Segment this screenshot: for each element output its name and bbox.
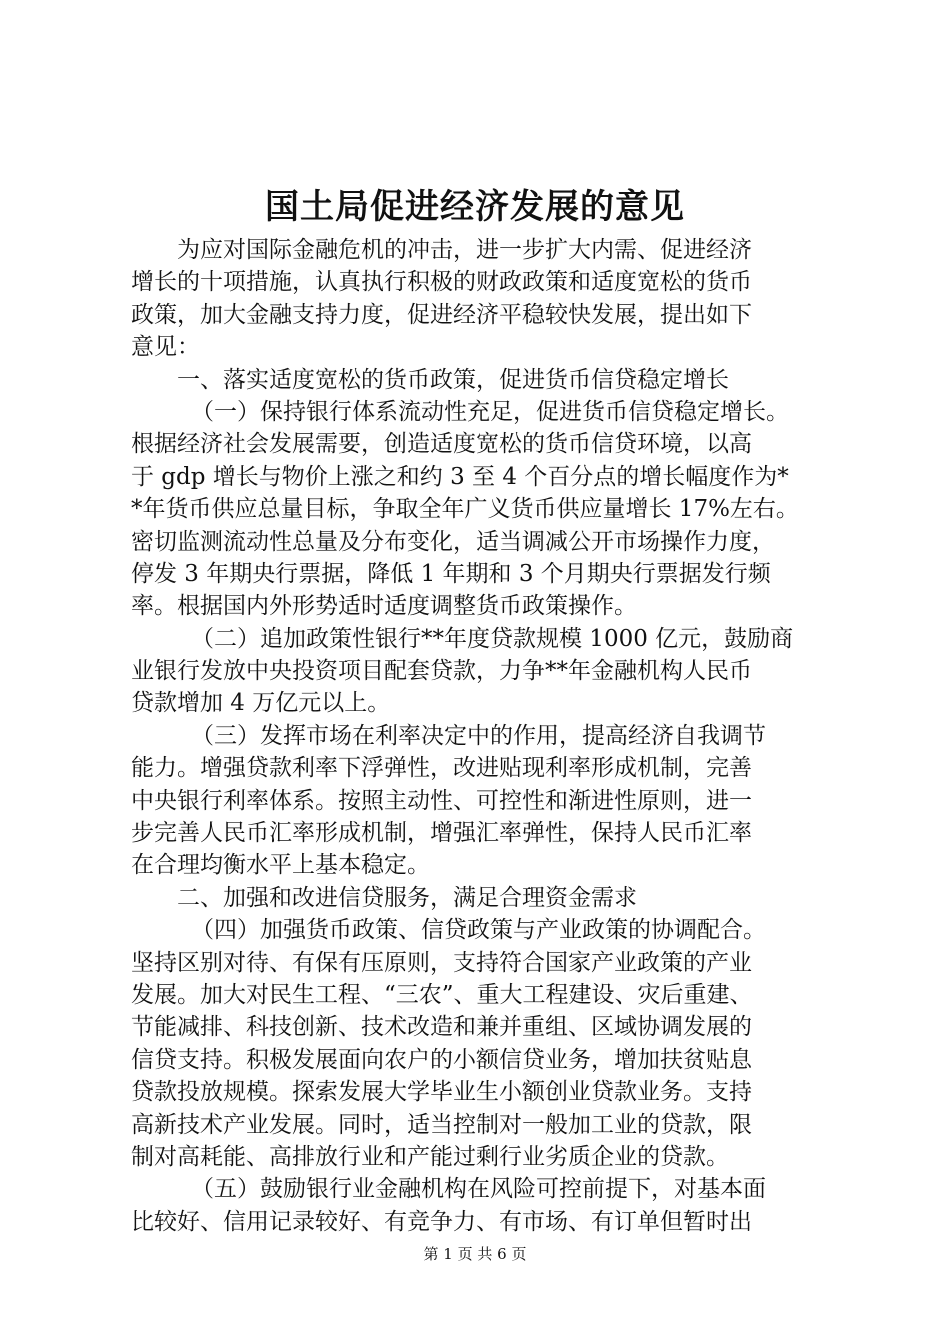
body-line: 步完善人民币汇率形成机制，增强汇率弹性，保持人民币汇率 xyxy=(131,820,752,847)
body-line: 节能减排、科技创新、技术改造和兼并重组、区域协调发展的 xyxy=(131,1014,752,1041)
body-line: 于 gdp 增长与物价上涨之和约 3 至 4 个百分点的增长幅度作为* xyxy=(131,463,789,490)
body-line: *年货币供应总量目标，争取全年广义货币供应量增长 17%左右。 xyxy=(131,496,799,523)
body-line: （三）发挥市场在利率决定中的作用，提高经济自我调节 xyxy=(191,722,766,749)
body-line: 信贷支持。积极发展面向农户的小额信贷业务，增加扶贫贴息 xyxy=(131,1046,752,1073)
body-line: 高新技术产业发展。同时，适当控制对一般加工业的贷款，限 xyxy=(131,1111,752,1138)
body-line: 中央银行利率体系。按照主动性、可控性和渐进性原则，进一 xyxy=(131,787,752,814)
body-line: 密切监测流动性总量及分布变化，适当调减公开市场操作力度， xyxy=(131,528,775,555)
section-heading: 二、加强和改进信贷服务，满足合理资金需求 xyxy=(177,884,637,911)
body-line: （二）追加政策性银行**年度贷款规模 1000 亿元，鼓励商 xyxy=(191,625,794,652)
page-number: 第 1 页 共 6 页 xyxy=(423,1245,527,1263)
section-heading: 一、落实适度宽松的货币政策，促进货币信贷稳定增长 xyxy=(177,366,729,393)
body-line: （一）保持银行体系流动性充足，促进货币信贷稳定增长。 xyxy=(191,398,789,425)
document-title: 国土局促进经济发展的意见 xyxy=(265,187,685,227)
body-line: （五）鼓励银行业金融机构在风险可控前提下，对基本面 xyxy=(191,1176,766,1203)
body-line: 根据经济社会发展需要，创造适度宽松的货币信贷环境，以高 xyxy=(131,431,752,458)
body-line: 发展。加大对民生工程、“三农”、重大工程建设、灾后重建、 xyxy=(131,981,753,1008)
body-line: 制对高耗能、高排放行业和产能过剩行业劣质企业的贷款。 xyxy=(131,1143,729,1170)
body-line: 停发 3 年期央行票据，降低 1 年期和 3 个月期央行票据发行频 xyxy=(131,560,771,587)
body-line: 在合理均衡水平上基本稳定。 xyxy=(131,852,430,879)
body-line: 为应对国际金融危机的冲击，进一步扩大内需、促进经济 xyxy=(177,237,752,263)
body-line: 增长的十项措施，认真执行积极的财政政策和适度宽松的货币 xyxy=(131,269,752,296)
body-line: 比较好、信用记录较好、有竞争力、有市场、有订单但暂时出 xyxy=(131,1208,752,1235)
body-line: 坚持区别对待、有保有压原则，支持符合国家产业政策的产业 xyxy=(131,949,752,976)
body-line: 业银行发放中央投资项目配套贷款，力争**年金融机构人民币 xyxy=(131,658,752,685)
body-line: （四）加强货币政策、信贷政策与产业政策的协调配合。 xyxy=(191,917,766,944)
document-body xyxy=(131,234,831,1238)
body-line: 贷款增加 4 万亿元以上。 xyxy=(131,690,391,717)
body-line: 贷款投放规模。探索发展大学毕业生小额创业贷款业务。支持 xyxy=(131,1079,752,1106)
body-line: 意见： xyxy=(131,334,200,361)
body-line: 能力。增强贷款利率下浮弹性，改进贴现利率形成机制，完善 xyxy=(131,755,752,782)
body-line: 率。根据国内外形势适时适度调整货币政策操作。 xyxy=(131,593,637,620)
body-line: 政策，加大金融支持力度，促进经济平稳较快发展，提出如下 xyxy=(131,301,752,328)
